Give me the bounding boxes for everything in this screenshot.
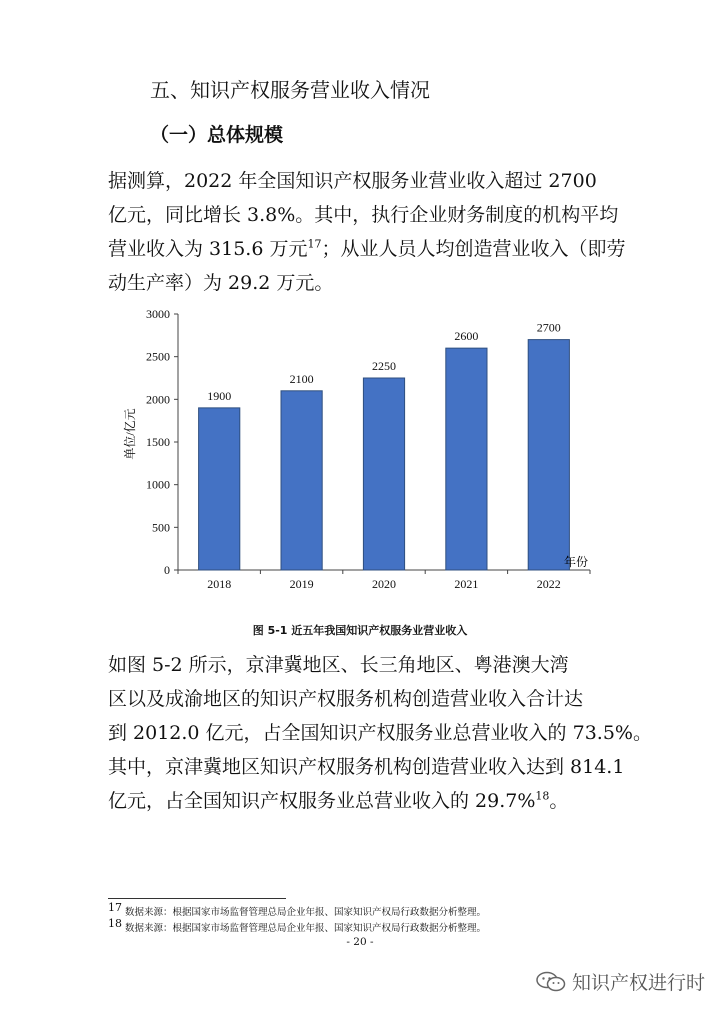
bar-2018 [199,408,240,570]
footnote-number: 17 [108,900,122,914]
page-number: - 20 - [346,936,374,948]
section-title: 五、知识产权服务营业收入情况 [150,78,430,102]
paragraph-line: 动生产率）为 29.2 万元。 [108,272,334,294]
x-tick-label: 2019 [289,577,314,591]
y-tick-label: 2500 [146,349,170,364]
subsection-title: （一）总体规模 [150,124,284,146]
watermark-text: 知识产权进行时 [572,972,706,994]
footnote-ref-18[interactable]: 18 [535,789,550,803]
footnote-text: 数据来源：根据国家市场监督管理总局企业年报、国家知识产权局行政数据分析整理。 [122,907,487,918]
revenue-bar-chart [120,304,600,594]
x-tick-label: 2021 [454,577,479,591]
paragraph-line: 亿元，同比增长 3.8%。其中，执行企业财务制度的机构平均 [108,204,619,226]
data-label-2021: 2600 [454,329,479,344]
figure-caption: 图 5-1 近五年我国知识产权服务业营业收入 [252,624,468,637]
paragraph-line: 区以及成渝地区的知识产权服务机构创造营业收入合计达 [108,688,584,710]
x-tick-label: 2018 [207,577,232,591]
paragraph-line [108,232,626,266]
bar-2019 [281,391,322,570]
y-tick-label: 1000 [146,477,170,492]
paragraph-line: 到 2012.0 亿元，占全国知识产权服务业总营业收入的 73.5%。 [108,722,652,744]
footnote-17 [108,900,487,918]
paragraph-overall-scale [108,164,626,300]
y-tick-label: 1500 [146,435,170,449]
x-tick-label: 2020 [372,577,396,591]
y-tick-label: 0 [164,563,170,577]
watermark [536,968,705,995]
footnote-18 [108,916,487,934]
y-axis [146,307,178,577]
footnote-ref-17[interactable]: 17 [307,237,322,251]
paragraph-line [108,784,608,818]
y-tick-label: 500 [152,520,170,535]
bar-2022 [528,340,569,570]
bar-2021 [446,348,487,570]
footnote-divider [108,898,286,899]
text-run: 。 [549,790,569,812]
data-label-2019: 2100 [289,371,314,386]
paragraph-line: 如图 5-2 所示，京津冀地区、长三角地区、粤港澳大湾 [108,654,569,676]
paragraph-line: 其中，京津冀地区知识产权服务机构创造营业收入达到 814.1 [108,756,625,778]
data-label-2022: 2700 [536,320,561,335]
paragraph-line: 据测算，2022 年全国知识产权服务业营业收入超过 2700 [108,170,597,192]
bar-2020 [363,378,404,570]
y-axis-title: 单位/亿元 [123,408,137,460]
text-run: 亿元，占全国知识产权服务业总营业收入的 29.7% [108,790,536,812]
bar-group [199,340,570,570]
y-tick-label: 3000 [146,307,170,321]
x-axis [178,570,590,591]
footnote-number: 18 [108,916,122,930]
x-axis-title: 年份 [563,555,588,569]
y-tick-label: 2000 [146,392,170,407]
text-run: ；从业人员人均创造营业收入（即劳 [321,238,626,260]
paragraph-regional [108,648,652,818]
data-label-2020: 2250 [372,359,396,373]
wechat-icon [536,971,566,993]
text-run: 营业收入为 315.6 万元 [108,238,308,260]
footnote-text: 数据来源：根据国家市场监督管理总局企业年报、国家知识产权局行政数据分析整理。 [122,923,487,934]
data-label-2018: 1900 [207,388,232,403]
x-tick-label: 2022 [536,577,561,591]
